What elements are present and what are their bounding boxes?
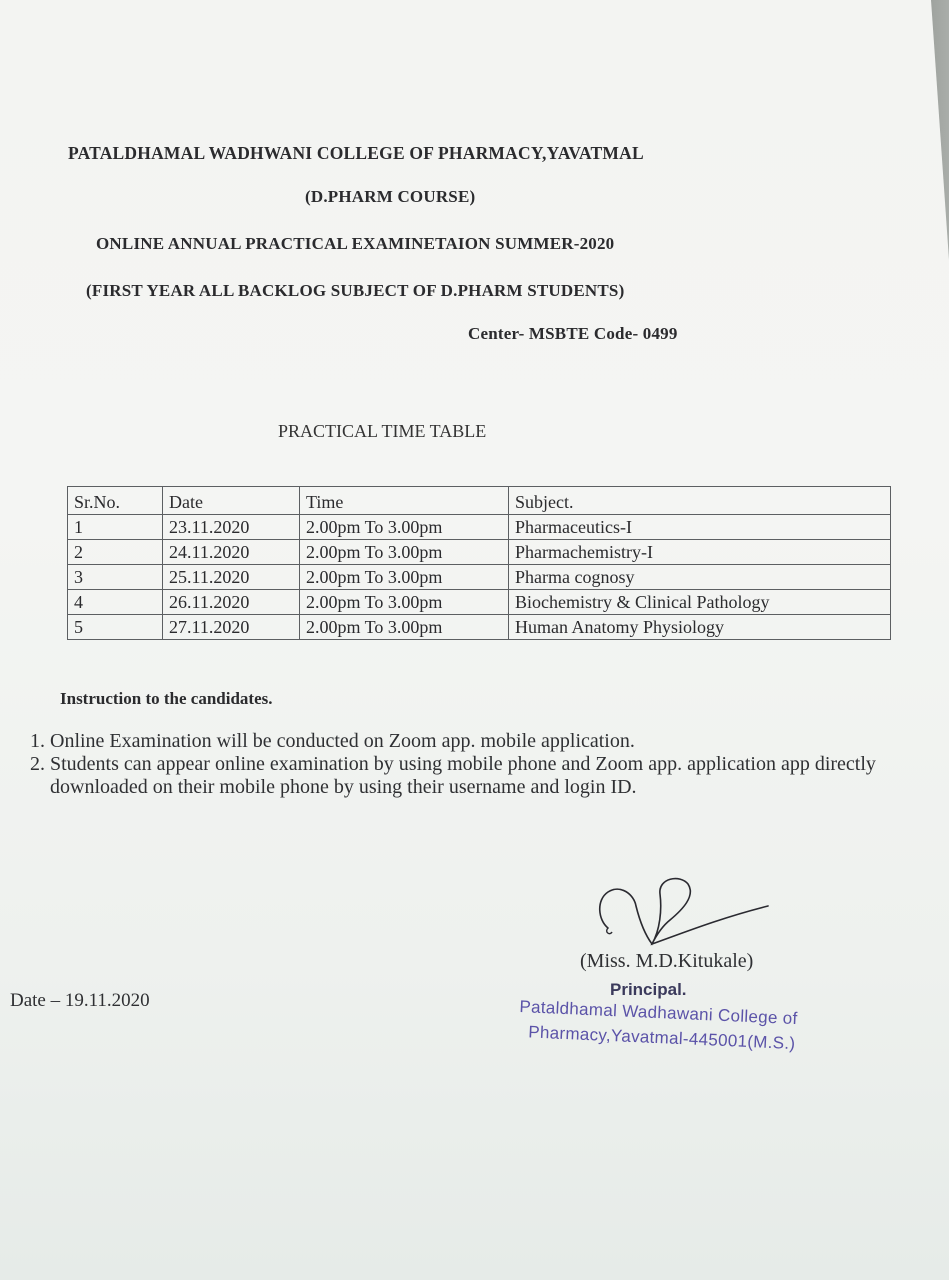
cell-time: 2.00pm To 3.00pm [300,540,509,565]
timetable-title: PRACTICAL TIME TABLE [278,421,487,441]
cell-sr-no: 3 [68,565,163,590]
cell-subject: Human Anatomy Physiology [509,615,891,640]
table-row [68,540,891,565]
course-heading: (D.PHARM COURSE) [305,187,476,206]
column-header-date: Date [163,487,300,515]
signatory-name: (Miss. M.D.Kitukale) [580,950,754,972]
cell-time: 2.00pm To 3.00pm [300,590,509,615]
column-header-sr-no: Sr.No. [68,487,163,515]
instruction-item: 2. Students can appear online examination by using mobile phone and Zoom app. application app directly downloaded on their mobile phone by using their username and login ID. [50,753,890,799]
signature-mark [590,870,780,950]
cell-subject: Pharma cognosy [509,565,891,590]
table-row [68,615,891,640]
cell-sr-no: 5 [68,615,163,640]
stamp-line: Pataldhamal Wadhawani College of [519,996,798,1029]
cell-date: 27.11.2020 [163,615,300,640]
cell-time: 2.00pm To 3.00pm [300,615,509,640]
instruction-item: 1. Online Examination will be conducted on Zoom app. mobile application. [50,730,890,753]
signatory-title: Principal. [610,980,687,999]
table-row [68,590,891,615]
cell-subject: Pharmachemistry-I [509,540,891,565]
cell-date: 23.11.2020 [163,515,300,540]
table-row [68,515,891,540]
scope-heading: (FIRST YEAR ALL BACKLOG SUBJECT OF D.PHARM STUDENTS) [86,281,625,300]
column-header-subject: Subject. [509,487,891,515]
instructions-title: Instruction to the candidates. [60,689,273,708]
column-header-time: Time [300,487,509,515]
cell-sr-no: 1 [68,515,163,540]
cell-date: 24.11.2020 [163,540,300,565]
exam-heading: ONLINE ANNUAL PRACTICAL EXAMINETAION SUMMER-2020 [96,234,615,253]
college-stamp [518,994,798,1056]
cell-time: 2.00pm To 3.00pm [300,565,509,590]
cell-time: 2.00pm To 3.00pm [300,515,509,540]
college-name-heading: PATALDHAMAL WADHWANI COLLEGE OF PHARMACY,YAVATMAL [68,143,644,163]
cell-sr-no: 4 [68,590,163,615]
cell-subject: Biochemistry & Clinical Pathology [509,590,891,615]
document-date: Date – 19.11.2020 [10,990,150,1011]
center-code: Center- MSBTE Code- 0499 [468,324,678,343]
cell-subject: Pharmaceutics-I [509,515,891,540]
paper-edge-shadow [919,0,949,260]
cell-sr-no: 2 [68,540,163,565]
table-header-row [68,487,891,515]
table-row [68,565,891,590]
stamp-line: Pharmacy,Yavatmal-445001(M.S.) [527,1022,796,1054]
cell-date: 26.11.2020 [163,590,300,615]
cell-date: 25.11.2020 [163,565,300,590]
instructions-list [0,730,890,799]
timetable-table [67,486,891,640]
